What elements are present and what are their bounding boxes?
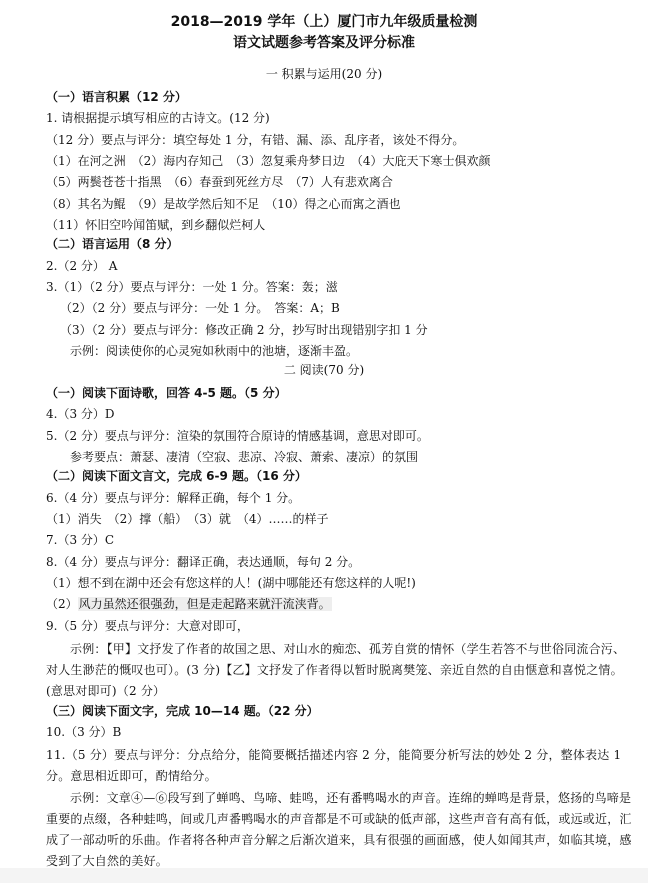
question-5-reference: 参考要点：萧瑟、凄清（空寂、悲凉、冷寂、萧索、凄凉）的氛围 <box>70 450 419 464</box>
question-3-example: 示例：阅读使你的心灵宛如秋雨中的池塘，逐渐丰盈。 <box>70 344 359 358</box>
question-6: 6.（4 分）要点与评分：解释正确，每个 1 分。 <box>46 491 301 505</box>
reading-section1-heading: （一）阅读下面诗歌，回答 4-5 题。（5 分） <box>46 386 287 400</box>
question-3-1: 3.（1）（2 分）要点与评分：一处 1 分。答案：轰；滋 <box>46 280 338 294</box>
question-8: 8.（4 分）要点与评分：翻译正确，表达通顺，每句 2 分。 <box>46 555 361 569</box>
question-10: 10.（3 分）B <box>46 725 122 739</box>
section2-heading: （二）语言运用（8 分） <box>46 237 179 251</box>
page-bottom-strip <box>0 868 648 883</box>
question-6-answers: （1）消失 （2）撑（船） （3）就 （4）……的样子 <box>46 512 329 526</box>
document-subtitle: 语文试题参考答案及评分标准 <box>233 35 415 51</box>
question-1-answers-row1: （1）在河之洲 （2）海内存知己 （3）忽复乘舟梦日边 （4）大庇天下寒士俱欢颜 <box>46 154 491 168</box>
question-8-answer-2-text: 风力虽然还很强劲，但是走起路来就汗流浃背。 <box>78 597 331 611</box>
question-8-answer-2 <box>46 596 332 612</box>
question-8-answer-2-number: （2） <box>46 597 78 611</box>
reading-section3-heading: （三）阅读下面文字，完成 10—14 题。（22 分） <box>46 704 319 718</box>
question-1-answers-row2: （5）两鬓苍苍十指黑 （6）春蚕到死丝方尽 （7）人有悲欢离合 <box>46 175 393 189</box>
question-2: 2.（2 分） A <box>46 259 118 273</box>
question-1-answers-row3: （8）其名为鲲 （9）是故学然后知不足 （10）得之心而寓之酒也 <box>46 197 401 211</box>
question-4: 4.（3 分）D <box>46 407 115 421</box>
part2-heading: 二 阅读(70 分) <box>283 363 365 377</box>
question-3-3: （3）（2 分）要点与评分：修改正确 2 分，抄写时出现错别字扣 1 分 <box>60 323 428 337</box>
question-5: 5.（2 分）要点与评分：渲染的氛围符合原诗的情感基调，意思对即可。 <box>46 429 429 443</box>
question-9: 9.（5 分）要点与评分：大意对即可， <box>46 619 249 633</box>
question-11: 11.（5 分）要点与评分：分点给分，能简要概括描述内容 2 分，能简要分析写法的妙处 2 分，整体表达 1 分。意思相近即可，酌情给分。 <box>46 748 622 783</box>
section1-heading: （一）语言积累（12 分） <box>46 90 187 104</box>
document-title: 2018—2019 学年（上）厦门市九年级质量检测 <box>170 14 478 30</box>
question-3-2: （2）（2 分）要点与评分：一处 1 分。 答案：A；B <box>60 301 340 315</box>
part1-heading: 一 积累与运用(20 分) <box>265 67 383 81</box>
question-1-rule: （12 分）要点与评分：填空每处 1 分，有错、漏、添、乱序者，该处不得分。 <box>46 133 465 147</box>
question-8-answer-1: （1）想不到在湖中还会有您这样的人！(湖中哪能还有您这样的人呢!) <box>46 576 416 590</box>
question-11-example: 示例：文章④—⑥段写到了蝉鸣、鸟啼、蛙鸣，还有番鸭喝水的声音。连绵的蝉鸣是背景，悠扬的鸟啼是重要的点缀，各种蛙鸣，间或几声番鸭喝水的声音都是不可或缺的低声部，这些声音有高有低，或远或近，汇成了一部动听的乐曲。作者将各种声音分解之后渐次道来，具有很强的画面感，使人如闻其声，如临其境，感受到了大自然的美好。 <box>46 791 632 868</box>
question-1: 1. 请根据提示填写相应的古诗文。(12 分) <box>46 111 270 125</box>
question-7: 7.（3 分）C <box>46 533 115 547</box>
question-1-answers-row4: （11）怀旧空吟闻笛赋，到乡翻似烂柯人 <box>46 218 266 232</box>
question-9-example: 示例：【甲】文抒发了作者的故国之思、对山水的痴恋、孤芳自赏的情怀（学生若答不与世俗同流合污、对人生渺茫的慨叹也可）。(3 分)【乙】文抒发了作者得以暂时脱离樊笼、亲近自然的自由惬意和喜悦之情。(意思对即可)（2 分） <box>46 642 626 698</box>
reading-section2-heading: （二）阅读下面文言文，完成 6-9 题。（16 分） <box>46 469 307 483</box>
